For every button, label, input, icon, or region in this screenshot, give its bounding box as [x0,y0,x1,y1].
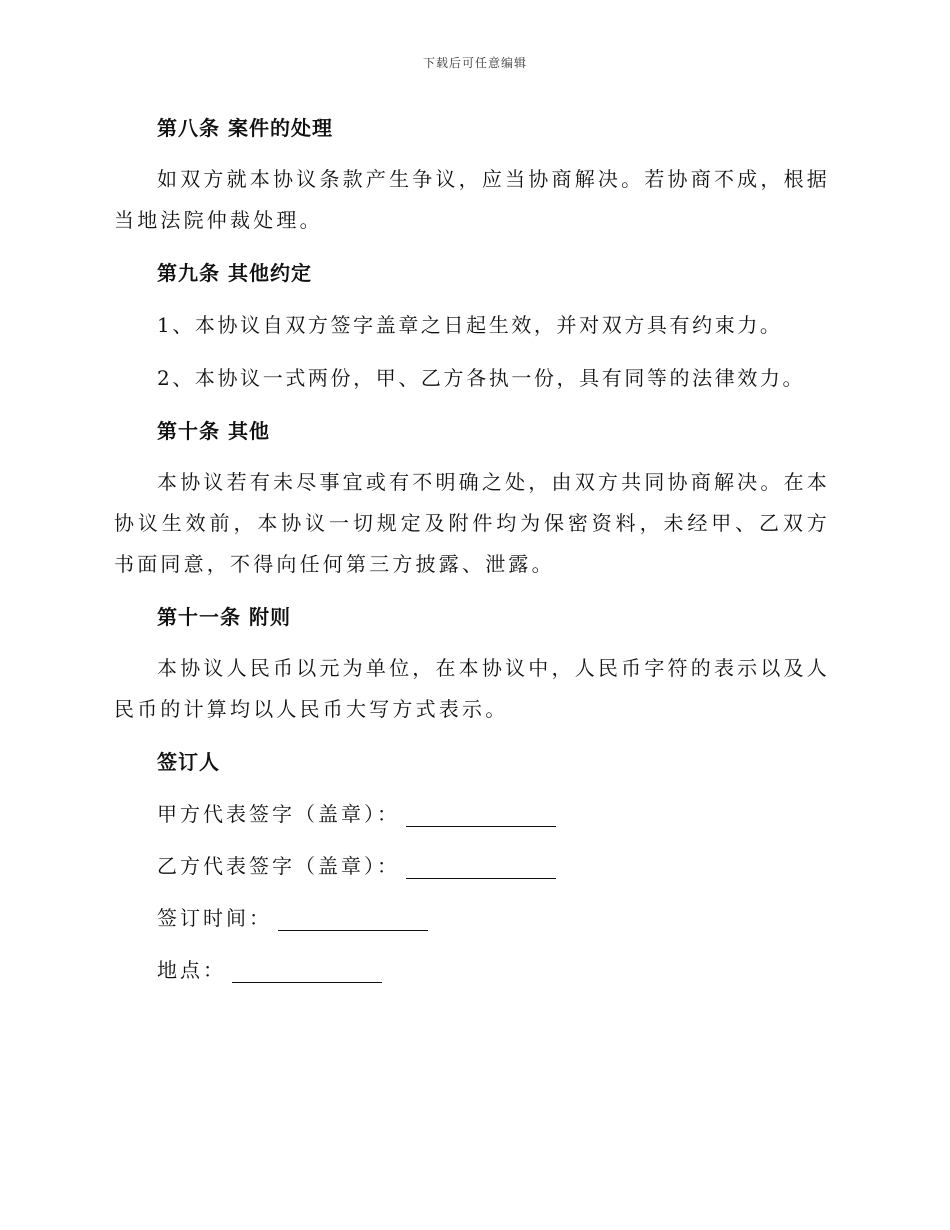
signing-date-blank[interactable] [278,908,428,931]
signing-date-label: 签订时间： [157,906,272,930]
section-11-paragraph: 本协议人民币以元为单位，在本协议中，人民币字符的表示以及人民币的计算均以人民币大写方式表示。 [114,656,830,721]
document-body [114,108,830,990]
party-b-signature-blank[interactable] [406,856,556,879]
signing-place-blank[interactable] [232,960,382,983]
party-b-signature-line [114,846,830,886]
signature-heading: 签订人 [157,750,220,774]
signing-place-line [114,950,830,990]
signing-place-label: 地点： [157,958,226,982]
signing-date-line [114,898,830,938]
section-10-paragraph: 本协议若有未尽事宜或有不明确之处，由双方共同协商解决。在本协议生效前，本协议一切规定及附件均为保密资料，未经甲、乙双方书面同意，不得向任何第三方披露、泄露。 [114,470,830,576]
page-header: 下载后可任意编辑 [422,56,527,70]
section-heading-10: 第十条 其他 [157,419,270,443]
party-a-signature-label: 甲方代表签字（盖章）： [157,802,400,826]
section-heading-11: 第十一条 附则 [157,605,291,629]
section-9-item-2: 2、本协议一式两份，甲、乙方各执一份，具有同等的法律效力。 [157,366,806,390]
section-heading-8: 第八条 案件的处理 [157,116,333,140]
section-9-item-1: 1、本协议自双方签字盖章之日起生效，并对双方具有约束力。 [157,313,783,337]
party-a-signature-blank[interactable] [406,804,556,827]
section-8-paragraph: 如双方就本协议条款产生争议，应当协商解决。若协商不成，根据当地法院仲裁处理。 [114,167,830,232]
party-a-signature-line [114,794,830,834]
section-heading-9: 第九条 其他约定 [157,261,312,285]
party-b-signature-label: 乙方代表签字（盖章）： [157,854,400,878]
